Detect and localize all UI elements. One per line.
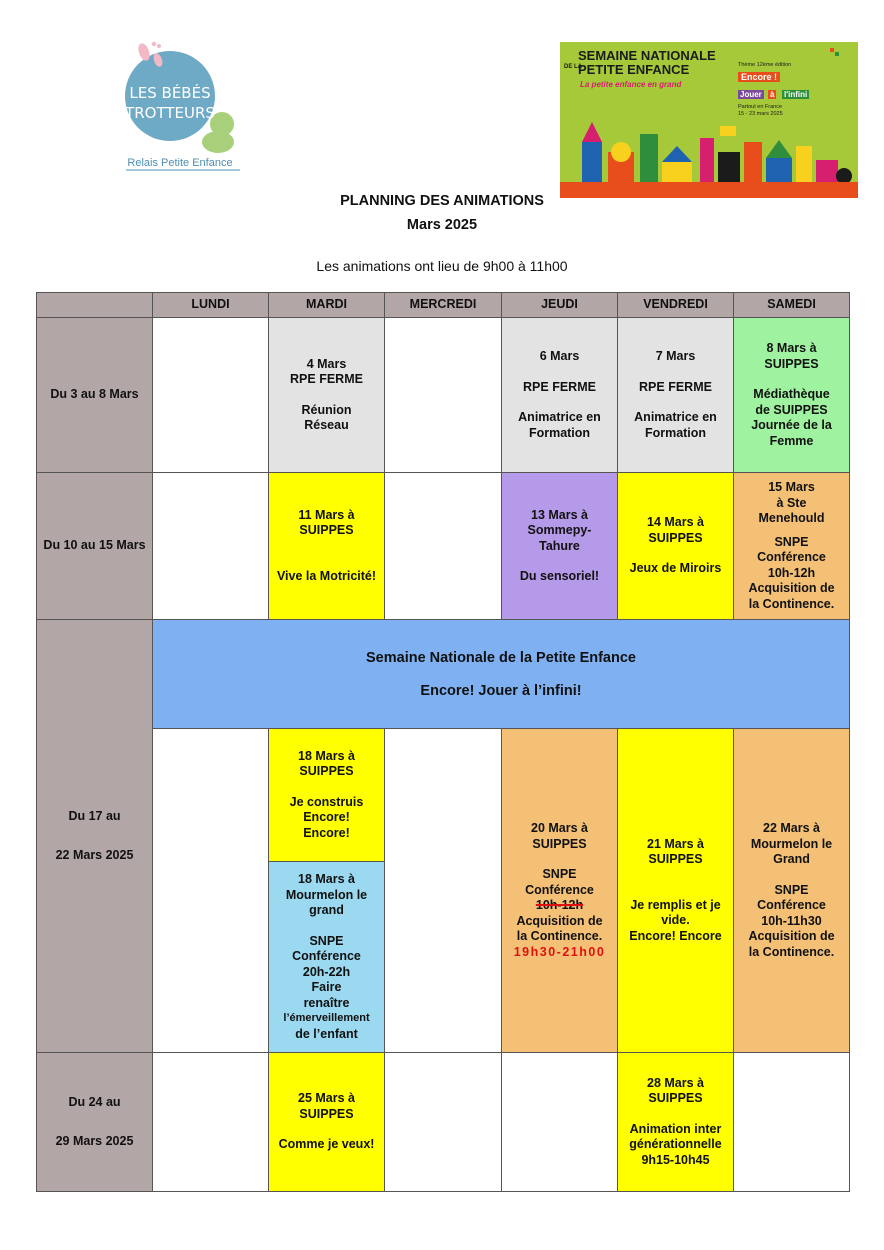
- cell-w4-mardi: 25 Mars à SUIPPES Comme je veux!: [268, 1052, 385, 1192]
- header-lundi: LUNDI: [152, 292, 269, 318]
- cell-empty: [384, 472, 502, 620]
- header-mercredi: MERCREDI: [384, 292, 502, 318]
- cell-w1-mardi: 4 Mars RPE FERME Réunion Réseau: [268, 317, 385, 473]
- week-label: Du 3 au 8 Mars: [36, 317, 153, 473]
- header-corner: [36, 292, 153, 318]
- cell-w1-samedi: 8 Mars à SUIPPES Médiathèque de SUIPPES Journée de la Femme: [733, 317, 850, 473]
- snpe-banner-row: Semaine Nationale de la Petite Enfance Encore! Jouer à l’infini!: [152, 619, 850, 729]
- cell-empty: [733, 1052, 850, 1192]
- cell-w2-samedi: 15 Mars à Ste Menehould SNPE Conférence 10h-12h Acquisition de la Continence.: [733, 472, 850, 620]
- week-label: Du 24 au 29 Mars 2025: [36, 1052, 153, 1192]
- page-month: Mars 2025: [406, 217, 478, 233]
- cell-w2-jeudi: 13 Mars à Sommepy- Tahure Du sensoriel!: [501, 472, 618, 620]
- header-mardi: MARDI: [268, 292, 385, 318]
- new-time: 19h30-21h00: [513, 944, 606, 959]
- cell-empty: [152, 728, 269, 1053]
- page-subtitle: Les animations ont lieu de 9h00 à 11h00: [316, 258, 568, 274]
- cancelled-time: 10h-12h: [535, 898, 584, 912]
- cell-empty: [152, 1052, 269, 1192]
- cell-w2-vendredi: 14 Mars à SUIPPES Jeux de Miroirs: [617, 472, 734, 620]
- cell-w3-mardi-a: 18 Mars à SUIPPES Je construis Encore! Encore!: [268, 728, 385, 862]
- header-jeudi: JEUDI: [501, 292, 618, 318]
- header-samedi: SAMEDI: [733, 292, 850, 318]
- svg-text:Relais Petite Enfance: Relais Petite Enfance: [127, 157, 233, 169]
- banner-illustration: [560, 42, 858, 198]
- cell-w1-jeudi: 6 Mars RPE FERME Animatrice en Formation: [501, 317, 618, 473]
- cell-empty: [384, 317, 502, 473]
- cell-w3-samedi: 22 Mars à Mourmelon le Grand SNPE Conférence 10h-11h30 Acquisition de la Continence.: [733, 728, 850, 1053]
- cell-empty: [384, 1052, 502, 1192]
- svg-text:LES BÉBÉS: LES BÉBÉS: [129, 84, 211, 102]
- week-label: Du 17 au 22 Mars 2025: [36, 619, 153, 1053]
- cell-w3-vendredi: 21 Mars à SUIPPES Je remplis et je vide. Encore! Encore: [617, 728, 734, 1053]
- week-label: Du 10 au 15 Mars: [36, 472, 153, 620]
- cell-w2-mardi: 11 Mars à SUIPPES Vive la Motricité!: [268, 472, 385, 620]
- logo-les-bebes-trotteurs: [118, 38, 246, 176]
- cell-w4-vendredi: 28 Mars à SUIPPES Animation inter générationnelle 9h15-10h45: [617, 1052, 734, 1192]
- cell-w3-jeudi: 20 Mars à SUIPPES SNPE Conférence 10h-12h Acquisition de la Continence. 19h30-21h00: [501, 728, 618, 1053]
- cell-w1-vendredi: 7 Mars RPE FERME Animatrice en Formation: [617, 317, 734, 473]
- cell-empty: [152, 317, 269, 473]
- snpe-banner: SEMAINE NATIONALE DE LA PETITE ENFANCE La petite enfance en grand Thème 12ème édition Encore ! Jouer à l'infini Partout en France 15 - 23 mars 2025: [560, 42, 858, 198]
- cell-empty: [384, 728, 502, 1053]
- svg-text:TROTTEURS: TROTTEURS: [125, 104, 215, 122]
- cell-empty: [152, 472, 269, 620]
- cell-w3-mardi-b: 18 Mars à Mourmelon le grand SNPE Conférence 20h-22h Faire renaître l’émerveillement de l’enfant: [268, 861, 385, 1053]
- header-vendredi: VENDREDI: [617, 292, 734, 318]
- page-title: PLANNING DES ANIMATIONS: [340, 193, 544, 209]
- cell-empty: [501, 1052, 618, 1192]
